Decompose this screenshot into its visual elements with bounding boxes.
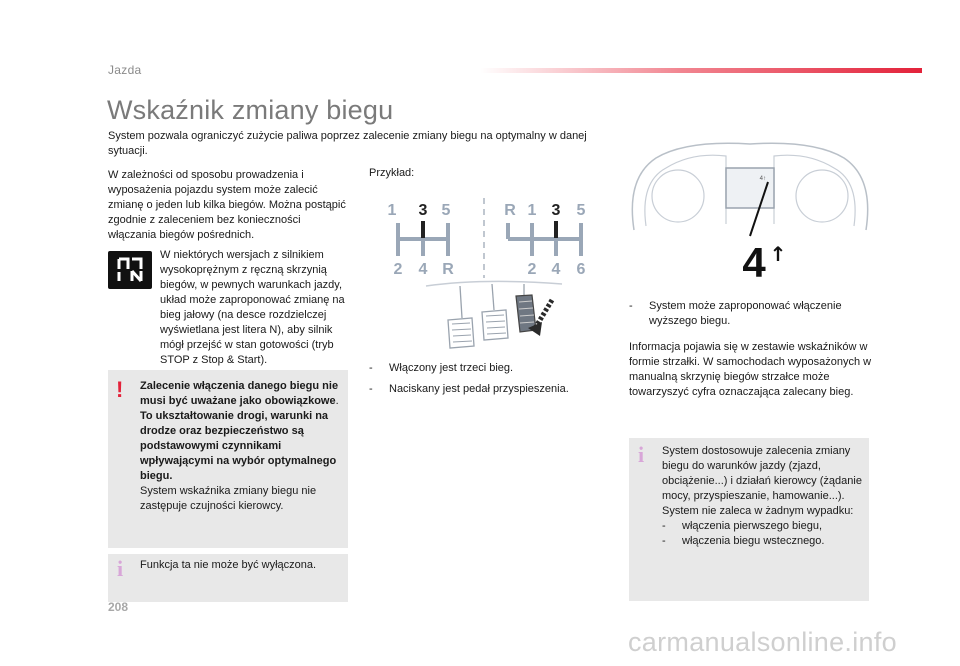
bullet-upshift: - System może zaproponować włączenie wyższego biegu. (629, 300, 842, 327)
info-text-disable: Funkcja ta nie może być wyłączona. (140, 559, 317, 571)
upshift-arrow-icon: ↑ (769, 242, 787, 266)
bullet-third-gear: - Włączony jest trzeci bieg. (369, 362, 514, 374)
gear-6-bottom-4: 4 (551, 261, 561, 278)
recommended-gear-digit: 4 (742, 239, 766, 286)
info-adaptation-text2: System nie zaleca w żadnym wypadku: (662, 505, 854, 517)
gearbox-5-speed (388, 202, 455, 278)
intro-paragraph: System pozwala ograniczyć zużycie paliwa poprzez zalecenie zmiany biegu na optymalny w danej sytuacji. (108, 130, 587, 157)
diesel-neutral-paragraph: W niektórych wersjach z silnikiem wysokoprężnym z ręczną skrzynią biegów, w pewnych warunkach jazdy, układ może zaproponować zmianę na bieg jałowy (na desce rozdzielczej wyświetlana jest litera N), aby silnik mógł przejść w stan gotowości (tryb STOP z Stop & Start). (160, 249, 345, 366)
info-icon: i (638, 442, 645, 467)
section-label: Jazda (108, 63, 142, 77)
accelerator-pedal (516, 284, 536, 332)
gear-5-top-3-selected: 3 (418, 202, 428, 219)
gear-6-bottom-6: 6 (576, 261, 586, 278)
warning-text: Zalecenie włączenia danego biegu nie musi być uważane jako obowiązkowe. To ukształtowanie drogi, warunki na drodze oraz bezpieczeństwo są podstawowymi czynnikami wpływającymi na wybór optymalnego biegu. System wskaźnika zmiany biegu nie zastępuje czujności kierowcy. (140, 380, 339, 512)
instrument-cluster-illustration (626, 138, 874, 238)
bullet-accelerator: - Naciskany jest pedał przyspieszenia. (369, 383, 569, 395)
gear-5-top-1: 1 (387, 202, 397, 219)
gear-5-bottom-R: R (442, 261, 454, 278)
page-number: 208 (108, 600, 129, 614)
gear-5-bottom-2: 2 (393, 261, 403, 278)
pedals-illustration (424, 280, 564, 352)
warning-icon: ! (116, 377, 124, 402)
warning-bold-text-2: To ukształtowanie drogi, warunki na drodze oraz bezpieczeństwo są podstawowymi czynnikami wpływającymi na wybór optymalnego biegu. (140, 410, 337, 482)
watermark: carmanualsonline.info (628, 627, 897, 657)
gear-recommendation-paragraph: W zależności od sposobu prowadzenia i wyposażenia pojazdu system może zalecić zmianę o jeden lub kilka biegów. Można postąpić zgodnie z zaleceniem bez konieczności włączania biegów pośrednich. (108, 169, 346, 241)
example-label: Przykład: (369, 167, 415, 179)
info-text-adaptation (662, 444, 862, 549)
gear-6-top-3-selected: 3 (551, 202, 561, 219)
warning-bold-text: Zalecenie włączenia danego biegu nie musi być uważane jako obowiązkowe (140, 380, 339, 407)
gear-5-bottom-4: 4 (418, 261, 428, 278)
gear-6-top-5: 5 (576, 202, 586, 219)
gearbox-6-speed (504, 202, 585, 278)
list-item: - włączenia biegu wstecznego. (662, 535, 825, 547)
warning-normal-text: System wskaźnika zmiany biegu nie zastępuje czujności kierowcy. (140, 485, 317, 512)
gear-6-bottom-2: 2 (527, 261, 537, 278)
clutch-pedal (448, 286, 474, 348)
cluster-display-label: 4↑ (759, 176, 766, 182)
gear-6-top-1: 1 (527, 202, 537, 219)
gear-5-top-5: 5 (441, 202, 451, 219)
brake-pedal (482, 284, 508, 340)
info-icon: i (117, 556, 124, 581)
gear-6-top-R: R (504, 202, 516, 219)
info-adaptation-text: System dostosowuje zalecenia zmiany biegu do warunków jazdy (zjazd, obciążenie...) i działań kierowcy (żądanie mocy, przyspieszanie, hamowanie...). (662, 445, 862, 502)
header-accent-bar (480, 68, 922, 73)
arrow-info-paragraph: Informacja pojawia się w zestawie wskaźników w formie strzałki. W samochodach wyposażonych w manualną skrzynię biegów strzałce może towarzyszyć cyfra oznaczająca zalecany bieg. (629, 341, 872, 398)
neutral-n-glyph (115, 255, 145, 285)
list-item: - włączenia pierwszego biegu, (662, 520, 823, 532)
neutral-n-icon (108, 251, 152, 289)
gearbox-diagram (384, 190, 594, 280)
gear-up-indicator (730, 237, 790, 289)
page-title: Wskaźnik zmiany biegu (107, 95, 394, 125)
